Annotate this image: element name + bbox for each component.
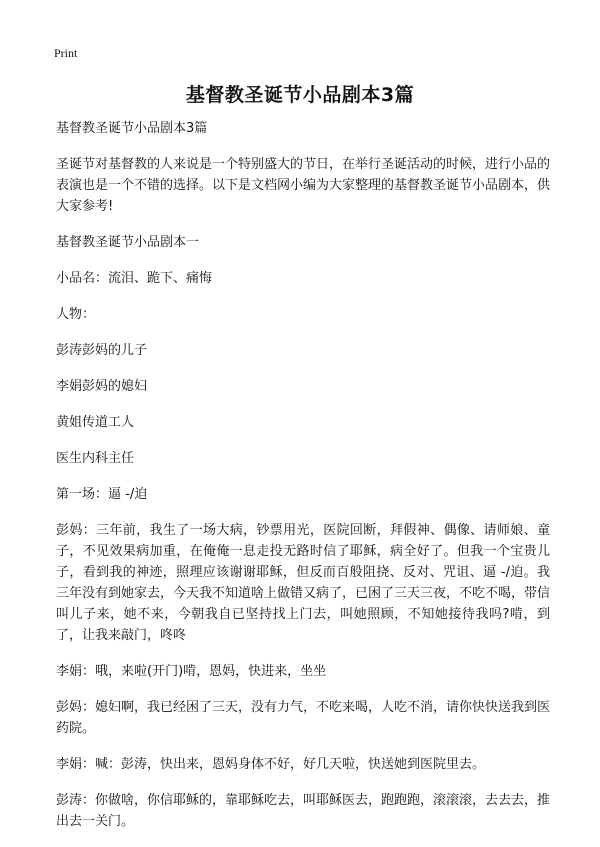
- paragraph-dialogue-3: 彭妈：媳妇啊，我已经困了三天，没有力气，不吃来喝，人吃不消，请你快快送我到医药院。: [56, 700, 551, 736]
- paragraph-dialogue-4: 李娟：喊：彭涛，快出来，恩妈身体不好，好几天啦，快送她到医院里去。: [56, 757, 486, 772]
- paragraph-intro: 圣诞节对基督教的人来说是一个特别盛大的节日，在举行圣诞活动的时候，进行小品的表演也是一个不错的选择。以下是文档网小编为大家整理的基督教圣诞节小品剧本，供大家参考!: [56, 157, 551, 214]
- print-link[interactable]: Print: [54, 46, 78, 60]
- paragraph-section-heading: 基督教圣诞节小品剧本一: [56, 235, 200, 250]
- paragraph-character-2: 李娟彭妈的媳妇: [56, 379, 148, 394]
- paragraph-subtitle: 基督教圣诞节小品剧本3篇: [56, 121, 208, 136]
- paragraph-dialogue-2: 李娟：哦，来啦(开门)啃，恩妈，快进来，坐坐: [56, 664, 327, 679]
- paragraph-character-3: 黄姐传道工人: [56, 415, 135, 430]
- document-title: 基督教圣诞节小品剧本3篇: [185, 84, 415, 106]
- paragraph-characters-label: 人物：: [56, 307, 96, 322]
- paragraph-skit-name: 小品名：流泪、跪下、痛悔: [56, 271, 213, 286]
- document-body: [56, 118, 550, 847]
- paragraph-dialogue-5: 彭涛：你做啥，你信耶稣的，靠耶稣吃去，叫耶稣医去，跑跑跑，滚滚滚，去去去，推出去一关门。: [56, 793, 551, 829]
- paragraph-scene-heading: 第一场：逼 -/迫: [56, 487, 148, 502]
- paragraph-dialogue-1: 彭妈：三年前，我生了一场大病，钞票用光，医院回断，拜假神、偶像、请师娘、童子，不见效果病加重，在俺俺一息走投无路时信了耶稣，病全好了。但我一个宝贵儿子，看到我的神迹，照理应该谢谢耶稣，但反而百般阻挠、反对、咒诅、逼 -/迫。我三年没有到她家去，今天我不知道啥上做错又病了，已困了三天三夜，不吃不喝，带信叫儿子来，她不来，今朝我自已坚持找上门去，叫她照顾，不知她接待我吗?啃，到了，让我来敲门，咚咚: [56, 523, 551, 643]
- paragraph-character-1: 彭涛彭妈的儿子: [56, 343, 148, 358]
- paragraph-character-4: 医生内科主任: [56, 451, 135, 466]
